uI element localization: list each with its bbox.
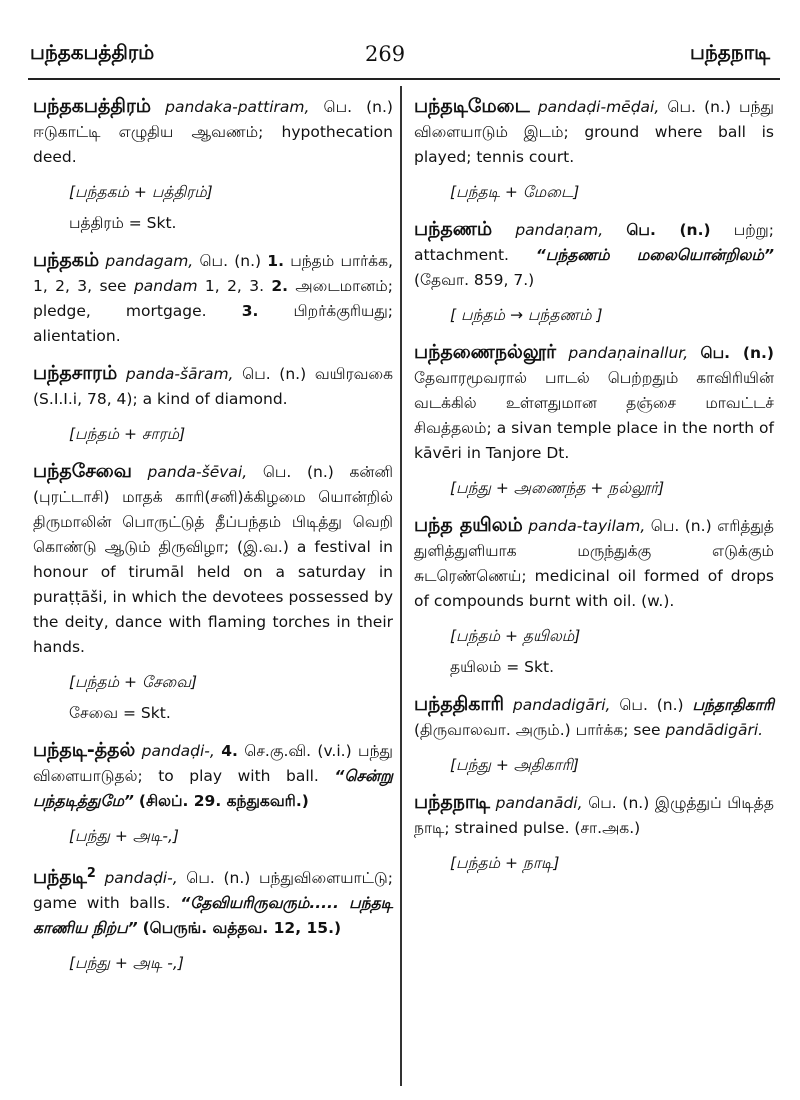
definition: பிறர்க்குரியது; alientation. bbox=[33, 302, 393, 345]
entry-body bbox=[414, 340, 774, 466]
part-of-speech: பெ. (n.) bbox=[262, 463, 334, 481]
transliteration: panda-šāram, bbox=[125, 365, 234, 383]
entry-pandaka-pattiram bbox=[33, 94, 393, 236]
transliteration: pandaḍi-mēḍai, bbox=[537, 98, 660, 116]
headword: பந்தடி-த்தல் bbox=[33, 739, 136, 761]
transliteration: pandanādi, bbox=[495, 794, 583, 812]
definition: பந்து விளையாடுதல்; to play with ball. bbox=[33, 742, 393, 785]
headword: பந்ததிகாரி bbox=[414, 693, 505, 715]
quotation: “பந்தணம் மலையொன்றிலம்” bbox=[535, 246, 774, 264]
etymology: [பந்தம் + தயிலம்] bbox=[450, 627, 581, 645]
part-of-speech: செ.கு.வி. (v.i.) bbox=[244, 742, 352, 760]
entry-body bbox=[414, 692, 774, 743]
entry-body bbox=[414, 513, 774, 614]
etymology: [பந்து + அணைந்த + நல்லூர்] bbox=[450, 479, 665, 497]
headword: பந்த தயிலம் bbox=[414, 514, 523, 536]
etymology: [பந்தம் + சேவை] bbox=[69, 673, 198, 691]
definition-english: a festival in honour of tirumāl held on a saturday in puraṭṭāši, in which the devotees possessed by the deity, dance with flaming torches in their hands. bbox=[33, 538, 393, 656]
transliteration: pandagam, bbox=[105, 252, 194, 270]
etymology: [பந்தம் + சாரம்] bbox=[69, 425, 186, 443]
homonym-number: 2 bbox=[86, 866, 96, 881]
etymology: [பந்து + அடி-,] bbox=[69, 827, 179, 845]
left-column bbox=[33, 94, 393, 988]
verb-class-number: 4. bbox=[221, 742, 238, 760]
entry-body bbox=[33, 738, 393, 814]
etymology: [பந்தகம் + பத்திரம்] bbox=[69, 183, 213, 201]
cross-reference: (திருவாலவா. அரும்.) பார்க்க; see bbox=[414, 721, 661, 739]
part-of-speech: பெ. (n.) bbox=[626, 221, 711, 239]
right-column bbox=[414, 94, 774, 888]
entry-panda-saram bbox=[33, 361, 393, 447]
definition: பற்று; attachment. bbox=[414, 221, 774, 264]
headword: பந்தகபத்திரம் bbox=[33, 95, 152, 117]
etymology: [பந்தடி + மேடை] bbox=[450, 183, 580, 201]
part-of-speech: பெ. (n.) bbox=[323, 98, 393, 116]
entry-body bbox=[33, 861, 393, 941]
citation: (பெருங். வத்தவ. 12, 15.) bbox=[142, 919, 342, 938]
citation: (தேவா. 859, 7.) bbox=[414, 271, 535, 289]
sense-number: 1. bbox=[267, 252, 284, 270]
transliteration: pandaka-pattiram, bbox=[165, 98, 310, 116]
definition: தேவாரமூவரால் பாடல் பெற்றதும் காவிரியின் வடக்கில் உள்ளதுமான தஞ்சை மாவட்டச் சிவத்தலம்; a sivan temple place in the north of kāvēri in Tanjore Dt. bbox=[414, 369, 774, 462]
see-word: pandam bbox=[133, 277, 198, 295]
entry-body bbox=[414, 217, 774, 293]
etymology: [பந்து + அடி -,] bbox=[69, 954, 184, 973]
headword: பந்தடி bbox=[33, 866, 87, 889]
header-last-word: பந்தநாடி bbox=[690, 40, 770, 64]
transliteration: pandadigāri, bbox=[512, 696, 611, 714]
part-of-speech: பெ. (n.) bbox=[242, 365, 307, 383]
quotation: “தேவியரிருவரும்..... பந்தடி காணிய நிற்ப” bbox=[33, 894, 393, 938]
see-word: pandādigāri. bbox=[665, 721, 764, 739]
citation: (சிலப். 29. கந்துகவரி.) bbox=[138, 792, 309, 810]
entry-pandanainallur bbox=[414, 340, 774, 501]
definition: அடைமானம்; pledge, mortgage. bbox=[33, 277, 393, 320]
quotation: “சென்று பந்தடித்துமே” bbox=[33, 767, 393, 810]
headword: பந்தகம் bbox=[33, 249, 100, 271]
part-of-speech: பெ. (n.) bbox=[588, 794, 650, 812]
entry-pandanadi bbox=[414, 790, 774, 876]
definition: பந்து விளையாடும் இடம்; ground where ball is played; tennis court. bbox=[414, 98, 774, 166]
source-note: தயிலம் = Skt. bbox=[450, 658, 555, 676]
headword: பந்தடிமேடை bbox=[414, 95, 530, 117]
headword: பந்தசாரம் bbox=[33, 362, 118, 384]
entry-pandadi-2 bbox=[33, 861, 393, 976]
transliteration: panda-tayilam, bbox=[528, 517, 646, 535]
definition: பந்துவிளையாட்டு; game with balls. bbox=[33, 869, 393, 913]
transliteration: pandaḍi-, bbox=[141, 742, 215, 760]
entry-body bbox=[33, 94, 393, 170]
definition: எரித்துத் துளித்துளியாக மருந்துக்கு எடுக்கும் சுடரெண்ணெய்; medicinal oil formed of drops of compounds burnt with oil. (w.). bbox=[414, 517, 774, 610]
header-rule bbox=[28, 78, 780, 80]
part-of-speech: பெ. (n.) bbox=[186, 869, 251, 888]
entry-pandadigari bbox=[414, 692, 774, 778]
entry-pandadi-ttal bbox=[33, 738, 393, 849]
definition-english: hypothecation deed. bbox=[33, 123, 393, 166]
headword: பந்தசேவை bbox=[33, 460, 132, 482]
column-divider bbox=[400, 86, 402, 1086]
transliteration: pandaṇainallur, bbox=[568, 344, 689, 362]
entry-panda-sevai bbox=[33, 459, 393, 726]
part-of-speech: பெ. (n.) bbox=[667, 98, 731, 116]
definition-tamil: ஈடுகாட்டி எழுதிய ஆவணம்; bbox=[33, 123, 264, 141]
entry-body bbox=[33, 361, 393, 412]
part-of-speech: பெ. (n.) bbox=[700, 344, 774, 362]
transliteration: pandaḍi-, bbox=[104, 869, 178, 888]
source-note: சேவை = Skt. bbox=[69, 704, 171, 722]
page-number: 269 bbox=[365, 42, 406, 66]
entry-pandagam bbox=[33, 248, 393, 349]
etymology: [ பந்தம் → பந்தணம் ] bbox=[450, 306, 603, 324]
see-senses: 1, 2, 3. bbox=[204, 277, 265, 295]
entry-pandanam bbox=[414, 217, 774, 328]
part-of-speech: பெ. (n.) bbox=[199, 252, 262, 270]
reference-word: பந்தாதிகாரி bbox=[692, 696, 774, 714]
running-head bbox=[30, 40, 770, 72]
source-note: பத்திரம் = Skt. bbox=[69, 214, 177, 232]
entry-body bbox=[414, 94, 774, 170]
sense-number: 2. bbox=[271, 277, 289, 295]
definition: இழுத்துப் பிடித்த நாடி; strained pulse. (சா.அக.) bbox=[414, 794, 774, 837]
headword: பந்தநாடி bbox=[414, 791, 490, 813]
part-of-speech: பெ. (n.) bbox=[619, 696, 684, 714]
etymology: [பந்தம் + நாடி] bbox=[450, 854, 560, 872]
entry-body bbox=[33, 459, 393, 660]
entry-body bbox=[33, 248, 393, 349]
part-of-speech: பெ. (n.) bbox=[650, 517, 712, 535]
transliteration: panda-šēvai, bbox=[147, 463, 248, 481]
definition: வயிரவகை (S.I.I.i, 78, 4); a kind of diamond. bbox=[33, 365, 393, 408]
headword: பந்தணம் bbox=[414, 218, 493, 240]
entry-body bbox=[414, 790, 774, 841]
entry-pandadi-medai bbox=[414, 94, 774, 205]
entry-panda-tayilam bbox=[414, 513, 774, 680]
sense-number: 3. bbox=[241, 302, 259, 320]
transliteration: pandaṇam, bbox=[515, 221, 604, 239]
cross-reference: பந்தம் பார்க்க, 1, 2, 3, see bbox=[33, 252, 393, 295]
etymology: [பந்து + அதிகாரி] bbox=[450, 756, 579, 774]
definition-tamil: கன்னி (புரட்டாசி) மாதக் காரி(சனி)க்கிழமை யொன்றில் திருமாலின் பொருட்டுத் தீப்பந்தம் பிடித்து வெறி கொண்டு ஆடும் திருவிழா; (இ.வ.) bbox=[33, 463, 393, 556]
header-first-word: பந்தகபத்திரம் bbox=[30, 40, 155, 64]
headword: பந்தணைநல்லூர் bbox=[414, 341, 556, 363]
